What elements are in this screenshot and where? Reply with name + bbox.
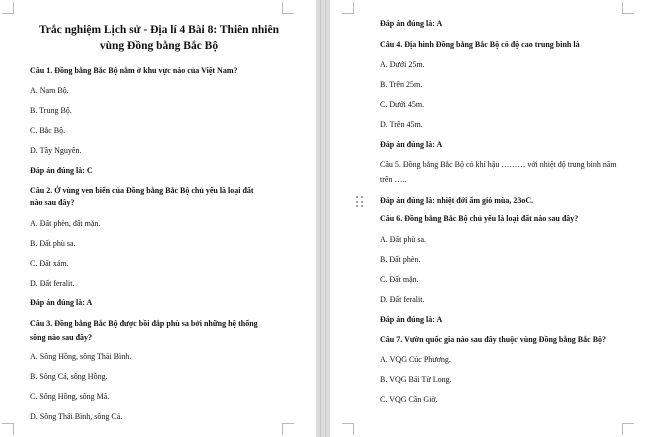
- crop-mark-top-right: [282, 2, 294, 14]
- q4-option-d: D. Trên 45m.: [380, 120, 423, 129]
- question-1: Câu 1. Đồng bằng Bắc Bộ nằm ở khu vực nào của Việt Nam?: [30, 66, 238, 75]
- q7-option-c: C. VQG Cần Giờ.: [380, 395, 438, 404]
- q4-answer: Đáp án đúng là: A: [380, 140, 443, 149]
- q3-option-a: A. Sông Hồng, sông Thái Bình.: [30, 352, 132, 361]
- q7-option-b: B. VQG Bái Tử Long.: [380, 375, 452, 384]
- q1-answer: Đáp án đúng là: C: [30, 166, 93, 175]
- crop-mark-bottom-right: [622, 423, 634, 435]
- q3-option-d: D. Sông Thái Bình, sông Cả.: [30, 412, 123, 421]
- question-5-line1: Câu 5. Đồng bằng Bắc Bộ có khí hậu ……… với nhiệt độ trung bình năm: [380, 160, 617, 169]
- doc-title-line1: Trắc nghiệm Lịch sử - Địa lí 4 Bài 8: Thiên nhiên: [38, 24, 280, 36]
- q2-answer: Đáp án đúng là: A: [30, 298, 93, 307]
- q2-option-d: D. Đất feralit.: [30, 279, 75, 288]
- question-5-line2: trên …..: [380, 175, 407, 184]
- doc-title-line2: vùng Đồng bằng Bắc Bộ: [99, 40, 219, 52]
- q6-option-b: B. Đất phèn.: [380, 255, 421, 264]
- question-3-line2: sông nào sau đây?: [30, 333, 93, 342]
- question-7: Câu 7. Vườn quốc gia nào sau đây thuộc vùng Đồng bằng Bắc Bộ?: [380, 335, 607, 344]
- q4-option-b: B. Trên 25m.: [380, 80, 423, 89]
- q6-option-a: A. Đất phù sa.: [380, 235, 426, 244]
- q4-option-a: A. Dưới 25m.: [380, 60, 425, 69]
- document-page-left[interactable]: [0, 0, 316, 437]
- crop-mark-bottom-left: [2, 423, 14, 435]
- q2-option-a: A. Đất phèn, đất mặn.: [30, 219, 101, 228]
- document-page-right[interactable]: [330, 0, 650, 437]
- q5-answer: Đáp án đúng là: nhiệt đới ẩm gió mùa, 23oC.: [380, 196, 534, 205]
- q2-option-b: B. Đất phù sa.: [30, 239, 76, 248]
- question-2-line1: Câu 2. Ở vùng ven biển của Đồng bằng Bắc Bộ chủ yếu là loại đất: [30, 186, 254, 195]
- q3-option-b: B. Sông Cả, sông Hồng.: [30, 372, 108, 381]
- page-splitter[interactable]: [316, 0, 330, 437]
- crop-mark-bottom-right: [282, 423, 294, 435]
- q1-option-a: A. Nam Bộ.: [30, 86, 69, 95]
- q6-answer: Đáp án đúng là: A: [380, 315, 443, 324]
- q2-option-c: C. Đất xám.: [30, 259, 69, 268]
- q3-option-c: C. Sông Hồng, sông Mã.: [30, 392, 110, 401]
- q1-option-b: B. Trung Bộ.: [30, 106, 72, 115]
- q6-option-c: C. Đất mặn.: [380, 275, 419, 284]
- q6-option-d: D. Đất feralit.: [380, 295, 425, 304]
- q4-option-c: C. Dưới 45m.: [380, 100, 425, 109]
- q3-answer: Đáp án đúng là: A: [380, 19, 443, 28]
- crop-mark-top-left: [2, 2, 14, 14]
- question-3-line1: Câu 3. Đồng bằng Bắc Bộ được bồi đắp phù sa bởi những hệ thống: [30, 319, 258, 328]
- question-4: Câu 4. Địa hình Đồng bằng Bắc Bộ có độ cao trung bình là: [380, 40, 580, 49]
- q7-option-a: A. VQG Cúc Phương.: [380, 355, 451, 364]
- crop-mark-top-right: [622, 2, 634, 14]
- question-2-line2: nào sau đây?: [30, 198, 75, 207]
- q1-option-c: C. Bắc Bộ.: [30, 126, 66, 135]
- q1-option-d: D. Tây Nguyên.: [30, 146, 82, 155]
- question-6: Câu 6. Đồng bằng Bắc Bộ chủ yếu là loại đất nào sau đây?: [380, 214, 579, 223]
- crop-mark-bottom-left: [342, 423, 354, 435]
- crop-mark-top-left: [342, 2, 354, 14]
- block-drag-handle-icon[interactable]: [356, 196, 364, 208]
